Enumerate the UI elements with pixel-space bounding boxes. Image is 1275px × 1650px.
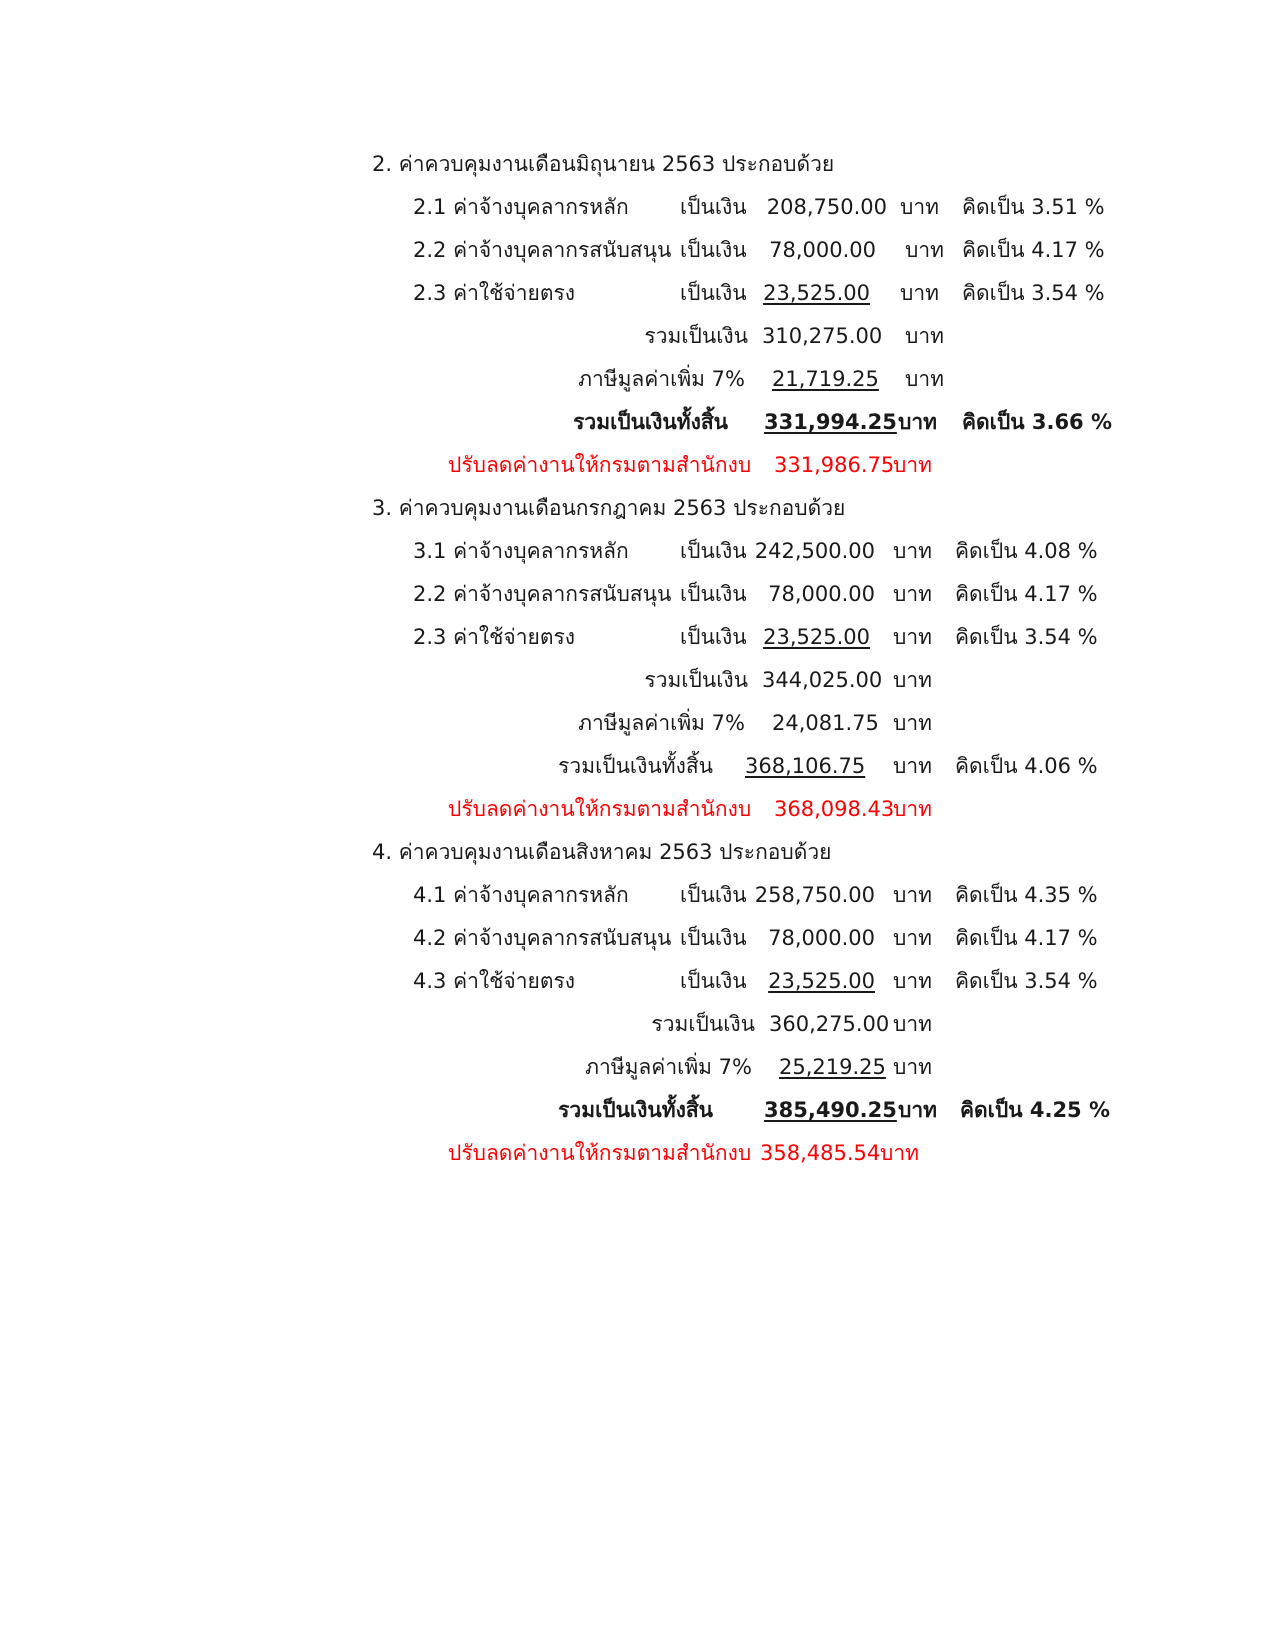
item-percent: คิดเป็น 3.54 % — [955, 969, 1098, 993]
item-label: 2.2 ค่าจ้างบุคลากรสนับสนุน — [413, 238, 672, 262]
unit-label: บาท — [905, 324, 944, 348]
item-amount: 242,500.00 — [754, 539, 875, 563]
total-percent: คิดเป็น 3.66 % — [962, 410, 1113, 434]
amount-label: เป็นเงิน — [680, 238, 747, 262]
total-percent: คิดเป็น 4.06 % — [955, 754, 1098, 778]
subtotal-label: รวมเป็นเงิน — [644, 668, 748, 692]
amount-label: เป็นเงิน — [680, 625, 747, 649]
item-amount: 23,525.00 — [763, 625, 870, 649]
item-label: 2.1 ค่าจ้างบุคลากรหลัก — [413, 195, 629, 219]
unit-label: บาท — [898, 410, 937, 434]
subtotal-amount: 360,275.00 — [769, 1012, 890, 1036]
amount-label: เป็นเงิน — [680, 582, 747, 606]
adjustment-label: ปรับลดค่างานให้กรมตามสำนักงบ — [448, 797, 752, 821]
section-heading: 4. ค่าควบคุมงานเดือนสิงหาคม 2563 ประกอบด้วย — [372, 840, 832, 864]
unit-label: บาท — [898, 1098, 937, 1122]
item-percent: คิดเป็น 4.08 % — [955, 539, 1098, 563]
unit-label: บาท — [893, 797, 932, 821]
item-amount: 208,750.00 — [766, 195, 887, 219]
item-amount: 78,000.00 — [768, 582, 875, 606]
unit-label: บาท — [893, 582, 932, 606]
item-amount: 78,000.00 — [769, 238, 876, 262]
item-label: 2.3 ค่าใช้จ่ายตรง — [413, 625, 575, 649]
vat-label: ภาษีมูลค่าเพิ่ม 7% — [585, 1055, 752, 1079]
subtotal-amount: 310,275.00 — [762, 324, 883, 348]
item-percent: คิดเป็น 4.35 % — [955, 883, 1098, 907]
vat-label: ภาษีมูลค่าเพิ่ม 7% — [578, 711, 745, 735]
vat-amount: 21,719.25 — [772, 367, 879, 391]
unit-label: บาท — [905, 367, 944, 391]
subtotal-amount: 344,025.00 — [762, 668, 883, 692]
unit-label: บาท — [893, 754, 932, 778]
item-percent: คิดเป็น 3.54 % — [955, 625, 1098, 649]
amount-label: เป็นเงิน — [680, 281, 747, 305]
adjustment-amount: 368,098.43 — [774, 797, 895, 821]
adjustment-amount: 331,986.75 — [774, 453, 895, 477]
unit-label: บาท — [880, 1141, 919, 1165]
unit-label: บาท — [900, 195, 939, 219]
unit-label: บาท — [893, 1055, 932, 1079]
unit-label: บาท — [893, 668, 932, 692]
vat-amount: 24,081.75 — [772, 711, 879, 735]
total-amount: 368,106.75 — [745, 754, 866, 778]
item-label: 2.2 ค่าจ้างบุคลากรสนับสนุน — [413, 582, 672, 606]
item-amount: 258,750.00 — [754, 883, 875, 907]
total-amount: 331,994.25 — [764, 410, 897, 434]
unit-label: บาท — [893, 1012, 932, 1036]
unit-label: บาท — [893, 453, 932, 477]
amount-label: เป็นเงิน — [680, 539, 747, 563]
vat-amount: 25,219.25 — [779, 1055, 886, 1079]
total-label: รวมเป็นเงินทั้งสิ้น — [558, 754, 713, 778]
item-amount: 23,525.00 — [768, 969, 875, 993]
item-label: 3.1 ค่าจ้างบุคลากรหลัก — [413, 539, 629, 563]
adjustment-label: ปรับลดค่างานให้กรมตามสำนักงบ — [448, 453, 752, 477]
item-amount: 78,000.00 — [768, 926, 875, 950]
total-amount: 385,490.25 — [764, 1098, 897, 1122]
unit-label: บาท — [893, 711, 932, 735]
unit-label: บาท — [893, 969, 932, 993]
amount-label: เป็นเงิน — [680, 969, 747, 993]
adjustment-label: ปรับลดค่างานให้กรมตามสำนักงบ — [448, 1141, 752, 1165]
unit-label: บาท — [893, 625, 932, 649]
unit-label: บาท — [893, 926, 932, 950]
item-percent: คิดเป็น 4.17 % — [962, 238, 1105, 262]
item-label: 4.1 ค่าจ้างบุคลากรหลัก — [413, 883, 629, 907]
unit-label: บาท — [905, 238, 944, 262]
item-percent: คิดเป็น 4.17 % — [955, 926, 1098, 950]
unit-label: บาท — [893, 539, 932, 563]
total-percent: คิดเป็น 4.25 % — [960, 1098, 1111, 1122]
amount-label: เป็นเงิน — [680, 195, 747, 219]
total-label: รวมเป็นเงินทั้งสิ้น — [558, 1098, 713, 1122]
item-amount: 23,525.00 — [763, 281, 870, 305]
adjustment-amount: 358,485.54 — [760, 1141, 881, 1165]
section-heading: 2. ค่าควบคุมงานเดือนมิถุนายน 2563 ประกอบด้วย — [372, 152, 835, 176]
item-label: 4.3 ค่าใช้จ่ายตรง — [413, 969, 575, 993]
total-label: รวมเป็นเงินทั้งสิ้น — [573, 410, 728, 434]
subtotal-label: รวมเป็นเงิน — [651, 1012, 755, 1036]
unit-label: บาท — [893, 883, 932, 907]
item-percent: คิดเป็น 3.54 % — [962, 281, 1105, 305]
amount-label: เป็นเงิน — [680, 883, 747, 907]
item-percent: คิดเป็น 4.17 % — [955, 582, 1098, 606]
unit-label: บาท — [900, 281, 939, 305]
section-heading: 3. ค่าควบคุมงานเดือนกรกฎาคม 2563 ประกอบด้วย — [372, 496, 846, 520]
vat-label: ภาษีมูลค่าเพิ่ม 7% — [578, 367, 745, 391]
item-percent: คิดเป็น 3.51 % — [962, 195, 1105, 219]
item-label: 2.3 ค่าใช้จ่ายตรง — [413, 281, 575, 305]
amount-label: เป็นเงิน — [680, 926, 747, 950]
item-label: 4.2 ค่าจ้างบุคลากรสนับสนุน — [413, 926, 672, 950]
subtotal-label: รวมเป็นเงิน — [644, 324, 748, 348]
